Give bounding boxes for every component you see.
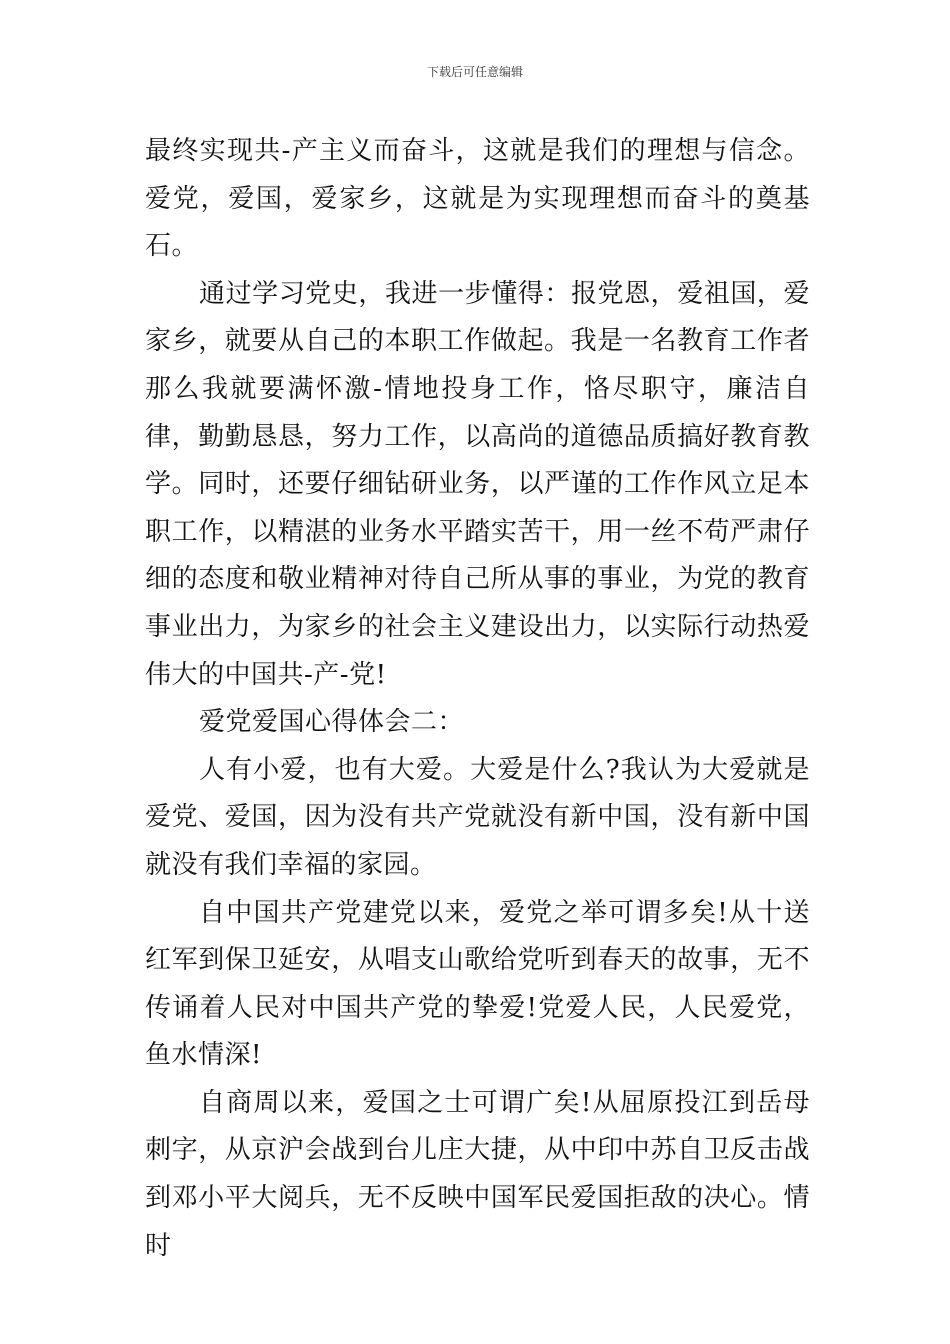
paragraph-2: 通过学习党史，我进一步懂得：报党恩，爱祖国，爱家乡，就要从自己的本职工作做起。我是一名教育工作者那么我就要满怀激-情地投身工作，恪尽职守，廉洁自律，勤勤恳恳，努力工作，以高尚的道德品质搞好教育教学。同时，还要仔细钻研业务，以严谨的工作作风立足本职工作，以精湛的业务水平踏实苦干，用一丝不苟严肃仔细的态度和敬业精神对待自己所从事的事业，为党的教育事业出力，为家乡的社会主义建设出力，以实际行动热爱伟大的中国共-产-党! bbox=[145, 278, 810, 690]
section-heading: 爱党爱国心得体会二： bbox=[199, 707, 465, 738]
paragraph-5: 自商周以来，爱国之士可谓广矣!从屈原投江到岳母刺字，从京沪会战到台儿庄大捷，从中印中苏自卫反击战到邓小平大阅兵，无不反映中国军民爱国拒敌的决心。情时 bbox=[145, 1087, 810, 1261]
page-header: 下载后可任意编辑 bbox=[426, 65, 523, 79]
paragraph-1: 最终实现共-产主义而奋斗，这就是我们的理想与信念。爱党，爱国，爱家乡，这就是为实现理想而奋斗的奠基石。 bbox=[145, 136, 810, 262]
document-body bbox=[145, 128, 810, 1270]
paragraph-3: 人有小爱，也有大爱。大爱是什么?我认为大爱就是爱党、爱国，因为没有共产党就没有新中国，没有新中国就没有我们幸福的家园。 bbox=[145, 754, 810, 880]
paragraph-4: 自中国共产党建党以来，爱党之举可谓多矣!从十送红军到保卫延安，从唱支山歌给党听到春天的故事，无不传诵着人民对中国共产党的挚爱!党爱人民，人民爱党，鱼水情深! bbox=[145, 897, 810, 1071]
